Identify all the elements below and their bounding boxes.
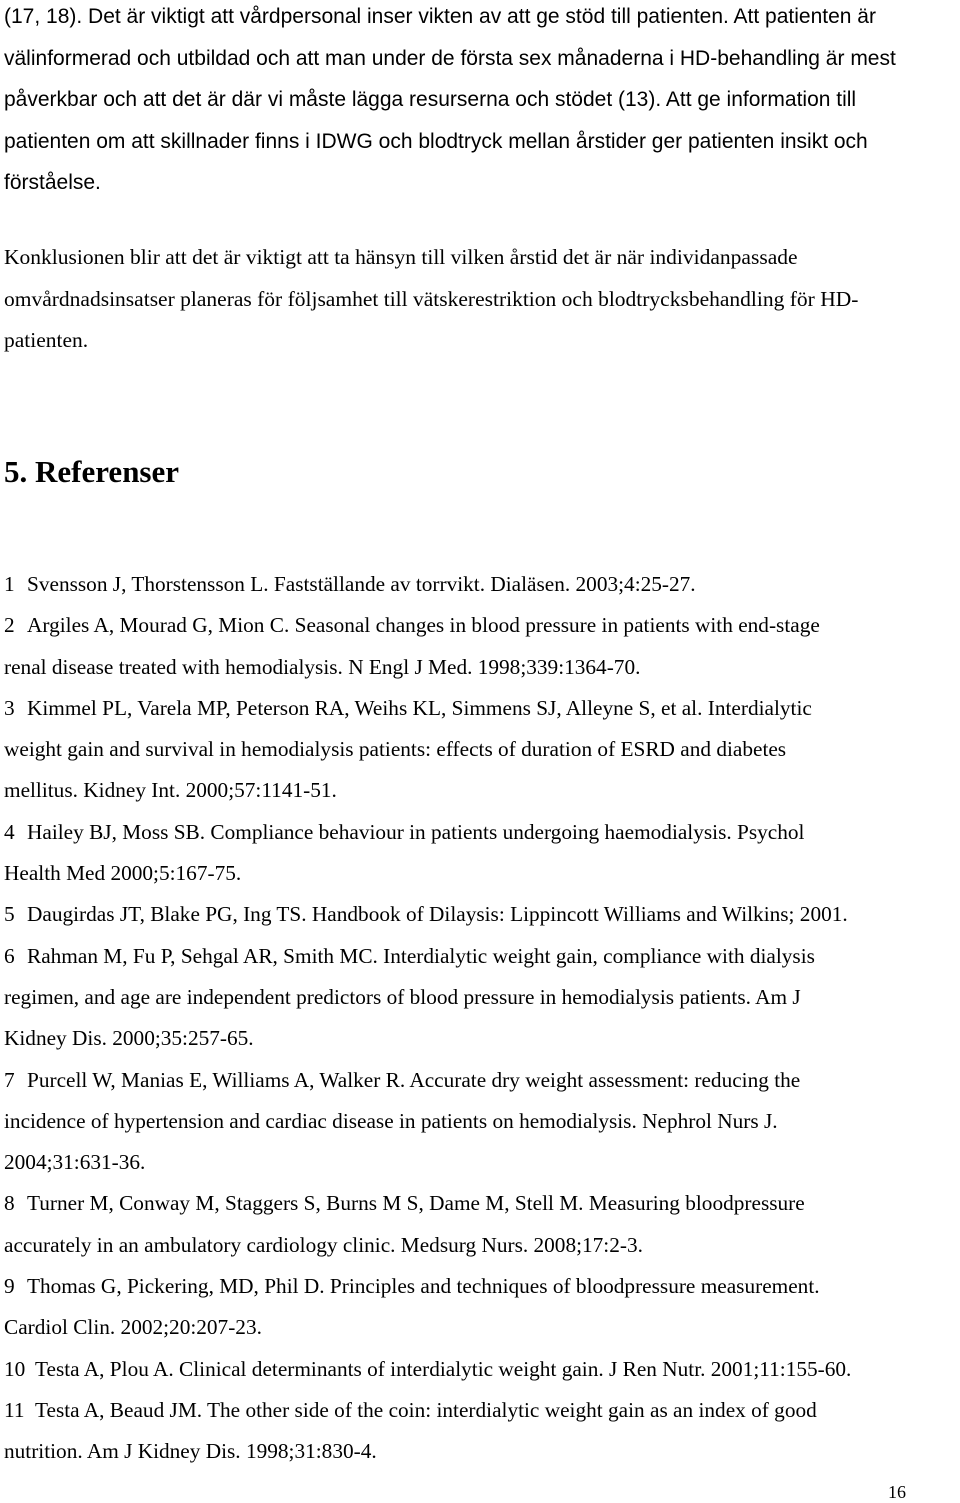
section-heading: 5. Referenser (4, 454, 180, 489)
reference-number: 2 (4, 613, 15, 638)
reference-number: 5 (4, 902, 15, 927)
reference-number: 11 (4, 1397, 25, 1422)
reference-text: Turner M, Conway M, Staggers S, Burns M S, Dame M, Stell M. Measuring bloodpressure (27, 1191, 805, 1216)
reference-item (4, 1183, 960, 1266)
reference-number: 10 (4, 1356, 26, 1381)
reference-item (4, 605, 960, 688)
reference-text: Thomas G, Pickering, MD, Phil D. Principles and techniques of bloodpressure measurement. (27, 1274, 820, 1299)
body-paragraph-1 (4, 0, 956, 204)
reference-text: Svensson J, Thorstensson L. Fastställande av torrvikt. Dialäsen. 2003;4:25-27. (27, 572, 696, 596)
reference-text: Health Med 2000;5:167-75. (4, 861, 242, 886)
reference-text: Purcell W, Manias E, Williams A, Walker R. Accurate dry weight assessment: reducing the (27, 1067, 801, 1092)
paragraph-line: förståelse. (4, 171, 101, 194)
reference-list (4, 564, 960, 1473)
reference-text: nutrition. Am J Kidney Dis. 1998;31:830-4. (4, 1439, 377, 1464)
paragraph-line: patienten. (4, 328, 89, 352)
paragraph-line: Konklusionen blir att det är viktigt att ta hänsyn till vilken årstid det är när individanpassade (4, 245, 798, 269)
reference-number: 1 (4, 572, 15, 596)
reference-text: incidence of hypertension and cardiac disease in patients on hemodialysis. Nephrol Nurs J. (4, 1108, 778, 1133)
body-paragraph-2 (4, 237, 956, 362)
reference-item (4, 1349, 960, 1390)
reference-number: 6 (4, 943, 15, 968)
reference-text: regimen, and age are independent predictors of blood pressure in hemodialysis patients. Am J (4, 984, 801, 1009)
paragraph-line: påverkbar och att det är där vi måste lägga resurserna och stödet (13). Att ge information till (4, 88, 857, 111)
reference-text: renal disease treated with hemodialysis. N Engl J Med. 1998;339:1364-70. (4, 654, 641, 679)
page-number: 16 (888, 1482, 906, 1502)
reference-text: mellitus. Kidney Int. 2000;57:1141-51. (4, 778, 337, 803)
reference-text: Testa A, Plou A. Clinical determinants of interdialytic weight gain. J Ren Nutr. 2001;11:155-60. (35, 1356, 852, 1381)
reference-text: Rahman M, Fu P, Sehgal AR, Smith MC. Interdialytic weight gain, compliance with dialysis (27, 943, 815, 968)
paragraph-line: (17, 18). Det är viktigt att vårdpersonal inser vikten av att ge stöd till patienten. Att patienten är (4, 5, 876, 28)
reference-number: 3 (4, 695, 15, 720)
reference-text: Kimmel PL, Varela MP, Peterson RA, Weihs KL, Simmens SJ, Alleyne S, et al. Interdialytic (27, 695, 812, 720)
reference-text: 2004;31:631-36. (4, 1150, 146, 1175)
reference-item (4, 812, 960, 895)
reference-text: Argiles A, Mourad G, Mion C. Seasonal changes in blood pressure in patients with end-stage (27, 613, 820, 638)
paragraph-line: välinformerad och utbildad och att man under de första sex månaderna i HD-behandling är mest (4, 46, 896, 70)
reference-text: Kidney Dis. 2000;35:257-65. (4, 1026, 254, 1051)
reference-text: Testa A, Beaud JM. The other side of the coin: interdialytic weight gain as an index of good (35, 1397, 817, 1422)
paragraph-line: patienten om att skillnader finns i IDWG och blodtryck mellan årstider ger patienten insikt och (4, 129, 868, 153)
reference-number: 9 (4, 1274, 15, 1299)
reference-number: 4 (4, 819, 15, 844)
reference-number: 7 (4, 1067, 15, 1092)
paragraph-line: omvårdnadsinsatser planeras för följsamhet till vätskerestriktion och blodtrycksbehandling för HD- (4, 286, 859, 311)
reference-item (4, 1266, 960, 1349)
reference-item (4, 1390, 960, 1473)
reference-item (4, 564, 960, 605)
reference-text: weight gain and survival in hemodialysis patients: effects of duration of ESRD and diabetes (4, 737, 787, 762)
reference-item (4, 688, 960, 812)
reference-number: 8 (4, 1191, 15, 1216)
reference-item (4, 894, 960, 935)
reference-text: accurately in an ambulatory cardiology clinic. Medsurg Nurs. 2008;17:2-3. (4, 1232, 643, 1257)
reference-text: Hailey BJ, Moss SB. Compliance behaviour in patients undergoing haemodialysis. Psychol (27, 819, 805, 844)
reference-text: Cardiol Clin. 2002;20:207-23. (4, 1315, 262, 1340)
reference-item (4, 936, 960, 1060)
reference-item (4, 1060, 960, 1184)
reference-text: Daugirdas JT, Blake PG, Ing TS. Handbook of Dilaysis: Lippincott Williams and Wilkins; 2001. (27, 902, 848, 927)
